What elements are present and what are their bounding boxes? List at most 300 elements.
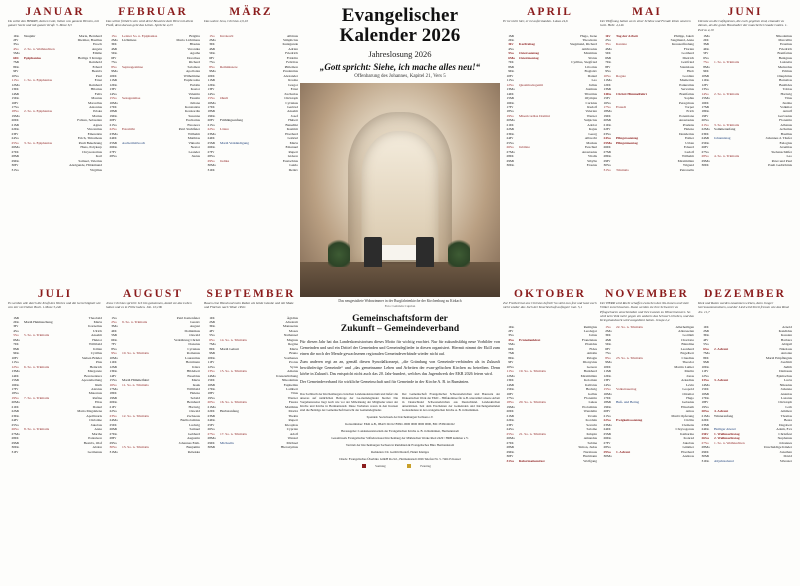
- day-number: 25: [506, 431, 510, 436]
- day-number: 30: [701, 454, 705, 459]
- day-note: Johannistag: [714, 136, 731, 141]
- day-weekday: Di: [211, 315, 215, 320]
- day-weekday: Sa: [15, 328, 19, 333]
- day-number: 29: [11, 158, 15, 163]
- day-weekday: Mi: [211, 445, 216, 450]
- day-saint-name: Wendelin: [583, 409, 597, 414]
- day-number: 28: [207, 154, 211, 159]
- day-weekday: Fr: [510, 360, 514, 365]
- day-note: 10. So. n. Trinitatis: [122, 351, 149, 356]
- month-days: [503, 34, 597, 168]
- day-weekday: Do: [15, 413, 20, 418]
- day-saint-name: Sabina: [587, 440, 597, 445]
- day-weekday: Fr: [15, 449, 19, 454]
- legend-swatch-gold-icon: [407, 464, 411, 468]
- day-number: 7: [111, 342, 113, 347]
- jahreslosung-text: „Gott spricht: Siehe, ich mache alles neu!“: [319, 61, 481, 72]
- day-saint-name: Burkhard: [583, 369, 597, 374]
- day-saint-name: Matthias: [187, 136, 200, 141]
- month-title: JULI: [37, 288, 73, 300]
- day-number: 6: [703, 55, 705, 60]
- day-weekday: Mo: [510, 404, 515, 409]
- day-weekday: Di: [607, 82, 611, 87]
- day-saint-name: Sulpicius: [583, 118, 597, 123]
- day-weekday: Mi: [510, 351, 515, 356]
- day-note: [616, 454, 662, 458]
- day-number: 28: [506, 445, 510, 450]
- day-weekday: Mi: [510, 382, 515, 387]
- day-number: 23: [603, 131, 607, 136]
- day-weekday: Fr: [510, 105, 514, 109]
- day-weekday: Di: [113, 328, 117, 333]
- day-saint-name: Leander: [188, 149, 200, 154]
- day-weekday: Fr: [211, 87, 215, 92]
- day-weekday: Sa: [705, 118, 709, 123]
- day-saint-name: Petri Stuhlfeier: [178, 127, 200, 132]
- day-saint-name: Wilhelm: [187, 131, 200, 136]
- day-saint-name: Cyprian: [286, 427, 298, 432]
- day-saint-name: Veronika: [187, 46, 200, 51]
- day-saint-name: Maria Lichtmess: [176, 37, 200, 42]
- day-note: Ewigkeitssonntag: [616, 418, 643, 423]
- day-weekday: Sa: [705, 87, 709, 92]
- day-saint-name: Hugo, Irene: [580, 33, 597, 38]
- day-saint-name: Hieronymus: [280, 445, 298, 450]
- day-weekday: Fr: [15, 131, 19, 136]
- day-saint-name: Peter und Paul: [771, 158, 792, 163]
- day-weekday: Di: [211, 42, 215, 47]
- day-saint-name: Dominikus: [184, 328, 200, 333]
- day-number: 7: [209, 342, 211, 347]
- day-weekday: Mo: [15, 431, 20, 436]
- day-weekday: Mo: [510, 436, 515, 441]
- day-saint-name: Maurus: [91, 96, 102, 101]
- day-saint-name: Paul: [95, 73, 102, 78]
- day-weekday: Mo: [510, 87, 515, 92]
- day-number: 10: [506, 364, 510, 369]
- day-saint-name: Eusebius: [187, 373, 200, 378]
- article-body: [300, 339, 500, 387]
- day-number: 19: [109, 113, 113, 118]
- day-weekday: Mo: [705, 64, 710, 69]
- day-weekday: Mi: [510, 158, 515, 163]
- day-weekday: Mi: [113, 109, 118, 114]
- day-weekday: Sa: [510, 78, 514, 83]
- day-number: 20: [207, 118, 211, 123]
- day-weekday: So: [510, 431, 514, 436]
- day-saint-name: Chrysostomus: [81, 149, 102, 154]
- day-weekday: Mi: [705, 42, 710, 47]
- day-weekday: Mi: [510, 413, 515, 418]
- day-number: 15: [603, 96, 607, 101]
- day-weekday: So: [211, 64, 215, 69]
- day-number: 18: [603, 400, 607, 405]
- day-weekday: Mo: [607, 46, 612, 51]
- month-title: MAI: [632, 6, 662, 18]
- day-weekday: Di: [211, 378, 215, 383]
- day-saint-name: Fausta: [288, 400, 298, 405]
- day-saint-name: Arnulf: [782, 109, 792, 114]
- day-weekday: So: [607, 167, 611, 172]
- day-number: 2: [13, 319, 15, 324]
- day-number: 30: [603, 163, 607, 168]
- day-saint-name: Eduard: [683, 145, 694, 150]
- day-weekday: Sa: [211, 427, 215, 432]
- day-saint-name: Konstantia: [184, 105, 200, 109]
- day-note: 9. So. n. Trinitatis: [122, 319, 148, 324]
- day-weekday: Sa: [113, 122, 117, 127]
- day-saint-name: Amandus: [583, 436, 597, 441]
- day-number: 8: [703, 355, 705, 360]
- day-number: 2: [111, 319, 113, 324]
- day-number: 6: [209, 337, 211, 342]
- month-verse: Das selbst fröhlich sein wird dein! Bewahre dein Herz mit allem Fleiß, denn daraus geht das Leben. Sprüche 4,23: [106, 19, 194, 28]
- day-note: Trinitatis: [616, 167, 629, 172]
- day-weekday: Mo: [211, 163, 216, 168]
- day-weekday: So: [705, 122, 709, 127]
- day-weekday: Mo: [211, 404, 216, 409]
- day-number: 29: [506, 158, 510, 163]
- day-number: 16: [603, 391, 607, 396]
- day-saint-name: Wigand: [683, 163, 694, 168]
- day-number: 25: [603, 431, 607, 436]
- day-saint-name: Daniel: [92, 404, 102, 409]
- day-saint-name: Sebald: [190, 395, 200, 400]
- day-number: 11: [207, 78, 211, 83]
- day-number: 30: [603, 454, 607, 459]
- day-number: 19: [603, 404, 607, 409]
- day-saint-name: Julius: [588, 82, 597, 87]
- day-saint-name: Franziskus: [581, 337, 597, 342]
- day-number: 9: [13, 351, 15, 356]
- day-weekday: Mo: [113, 449, 118, 454]
- month-verse: Der Hoffnung halten an in einer Schöne und Freude leben unseren Gott. Hebr. 4,14b: [600, 19, 691, 28]
- month-verse: Jesus Christus spricht: Ich bin gekommen, damit sie das Leben haben und es in Fülle haben. Joh. 10,10b: [106, 301, 192, 310]
- day-saint-name: Krispin: [586, 431, 597, 436]
- photo-caption-text: Das neugestaltete Wohnzimmer in der Burgfahrtenkirche der Kirchenburg zu Kirkach: [338, 298, 462, 303]
- day-saint-name: Eustachius: [282, 158, 298, 163]
- day-weekday: Sa: [510, 427, 514, 432]
- day-saint-name: Protus: [289, 360, 298, 365]
- day-number: 3: [111, 42, 113, 47]
- day-saint-name: Allerseelen: [678, 328, 694, 333]
- day-saint-name: Erhard: [92, 64, 102, 69]
- day-saint-name: Euphemia: [283, 382, 298, 387]
- day-saint-name: Dietmar, Basilius: [77, 37, 102, 42]
- day-saint-name: Jeremias: [779, 145, 792, 150]
- day-number: 6: [13, 337, 15, 342]
- day-weekday: Sa: [15, 73, 19, 78]
- day-number: 28: [109, 436, 113, 441]
- month-days: [698, 34, 792, 168]
- day-saint-name: Martin: [684, 369, 694, 374]
- day-number: 27: [207, 149, 211, 154]
- day-number: 12: [506, 373, 510, 378]
- day-saint-name: Joachim: [780, 360, 792, 365]
- day-saint-name: Alexander: [283, 73, 298, 78]
- day-saint-name: Blandina: [681, 342, 694, 347]
- day-number: 30: [701, 163, 705, 168]
- day-saint-name: Gebhard: [187, 431, 200, 436]
- day-saint-name: Dagobert: [778, 422, 792, 427]
- month-days: [8, 34, 102, 173]
- day-number: 27: [207, 431, 211, 436]
- day-saint-name: Allerheiligen: [675, 324, 694, 329]
- day-saint-name: Gustav: [190, 319, 200, 324]
- day-note: 22. So. n. Trinitatis: [616, 324, 643, 329]
- day-weekday: Di: [607, 364, 611, 369]
- day-weekday: Sa: [705, 342, 709, 347]
- day-weekday: Do: [510, 37, 515, 42]
- calendar-day-row: [600, 454, 694, 458]
- day-number: 10: [701, 73, 705, 78]
- day-number: 31: [109, 449, 113, 454]
- day-number: 4: [13, 328, 15, 333]
- day-saint-name: Engelbert: [680, 351, 694, 356]
- day-weekday: Di: [705, 100, 709, 105]
- day-saint-name: Oswald: [189, 333, 200, 338]
- day-saint-name: Pelagia: [586, 355, 597, 360]
- day-number: 26: [603, 145, 607, 150]
- day-weekday: Sa: [113, 378, 117, 383]
- day-saint-name: Chrysogonus: [675, 427, 694, 432]
- day-saint-name: Anna: [94, 427, 102, 432]
- day-weekday: Mo: [113, 324, 118, 329]
- day-saint-name: Justus: [191, 154, 200, 159]
- day-saint-name: Hugo: [686, 396, 694, 400]
- day-number: 15: [603, 387, 607, 392]
- day-number: 19: [207, 113, 211, 118]
- day-number: 15: [109, 96, 113, 101]
- day-weekday: Mi: [705, 105, 710, 109]
- day-weekday: So: [15, 78, 19, 83]
- day-number: 17: [207, 387, 211, 391]
- month-oktober: [503, 288, 597, 463]
- day-number: 24: [109, 136, 113, 141]
- day-number: 21: [11, 404, 15, 409]
- day-number: 17: [506, 396, 510, 400]
- day-weekday: Do: [607, 404, 612, 409]
- day-note: 2. So. n. Epiphanias: [24, 109, 52, 114]
- day-weekday: Mi: [113, 140, 118, 145]
- day-weekday: So: [705, 60, 709, 65]
- day-saint-name: Dorothea: [186, 55, 200, 60]
- day-weekday: Sa: [705, 373, 709, 378]
- plant-leaves: [328, 236, 350, 267]
- day-saint-name: Cäcilia: [684, 418, 694, 423]
- day-weekday: Do: [510, 355, 515, 360]
- day-number: 29: [11, 440, 15, 445]
- day-saint-name: Judith: [783, 364, 792, 369]
- day-saint-name: Emerentia: [87, 131, 102, 136]
- photo-credit: Foto: Gabriela Cuprian: [384, 303, 416, 308]
- day-saint-name: Agnes: [93, 122, 102, 127]
- day-number: 8: [209, 346, 211, 351]
- day-number: 31: [603, 167, 607, 172]
- day-saint-name: Faustin: [189, 96, 200, 101]
- day-saint-name: Kornelius: [88, 324, 102, 329]
- day-weekday: Fr: [113, 436, 117, 441]
- day-weekday: Fr: [705, 337, 709, 342]
- month-days: [503, 325, 597, 464]
- day-number: 10: [701, 364, 705, 369]
- day-number: 19: [207, 395, 211, 400]
- day-number: 12: [603, 82, 607, 87]
- day-saint-name: Gabriel: [287, 136, 298, 141]
- day-note: Sommeranfang: [714, 127, 736, 132]
- day-number: 22: [11, 127, 15, 132]
- calendar-day-row: [106, 154, 200, 158]
- day-number: 9: [508, 360, 510, 365]
- day-note: Letzter So. n. Epiphanias: [122, 33, 158, 38]
- day-number: 16: [11, 100, 15, 105]
- day-saint-name: Nikolaus: [779, 346, 792, 351]
- day-saint-name: Bonaventura: [84, 373, 102, 378]
- day-saint-name: Kreuzerfindung: [671, 42, 694, 47]
- day-number: 25: [506, 140, 510, 145]
- day-saint-name: Mariä Opferung: [671, 413, 694, 418]
- day-note: Christi Himmelfahrt: [616, 91, 648, 96]
- day-saint-name: Klara: [192, 364, 200, 369]
- day-weekday: Fr: [510, 136, 514, 141]
- day-weekday: Fr: [113, 149, 117, 154]
- day-weekday: Fr: [15, 163, 19, 168]
- day-number: 13: [701, 87, 705, 92]
- day-number: 22: [603, 418, 607, 423]
- jahreslosung-reference: Offenbarung des Johannes, Kapitel 21, Vers 5: [354, 73, 446, 79]
- day-number: 2: [605, 37, 607, 42]
- day-weekday: Mi: [705, 328, 710, 333]
- day-saint-name: Magnus: [286, 337, 298, 342]
- day-saint-name: Leodegar: [583, 328, 597, 333]
- day-saint-name: Lukas: [588, 400, 597, 405]
- day-saint-name: Mansuetus: [282, 324, 298, 329]
- day-saint-name: Kunigunde: [282, 42, 298, 47]
- day-saint-name: Gottlieb: [682, 333, 694, 338]
- day-saint-name: Willibald: [186, 387, 200, 391]
- month-days: [600, 325, 694, 459]
- day-number: 6: [111, 337, 113, 342]
- day-number: 30: [11, 163, 15, 168]
- day-saint-name: Susanna: [188, 113, 200, 118]
- day-weekday: Do: [607, 373, 612, 378]
- month-days: [106, 316, 200, 455]
- day-weekday: Fr: [607, 346, 611, 351]
- day-saint-name: Marcellin: [778, 37, 792, 42]
- day-saint-name: Wolfgang: [583, 458, 597, 463]
- month-maerz: [204, 6, 298, 172]
- day-number: 10: [11, 355, 15, 360]
- day-saint-name: Markus: [586, 140, 597, 145]
- day-number: 23: [11, 413, 15, 418]
- day-saint-name: Ananias: [780, 391, 792, 396]
- day-number: 16: [506, 100, 510, 105]
- day-number: 8: [13, 64, 15, 69]
- day-number: 25: [701, 431, 705, 436]
- day-weekday: Mi: [211, 140, 216, 145]
- day-number: 20: [109, 118, 113, 123]
- day-weekday: So: [15, 333, 19, 338]
- day-saint-name: Nikodemus: [775, 33, 792, 38]
- day-number: 10: [109, 73, 113, 78]
- day-number: 9: [508, 69, 510, 74]
- day-saint-name: Samuel: [189, 427, 200, 432]
- day-saint-name: Dietrich: [682, 55, 694, 60]
- day-number: 17: [109, 105, 113, 109]
- day-weekday: Mi: [510, 33, 515, 38]
- day-number: 12: [11, 364, 15, 369]
- day-saint-name: Günther: [682, 445, 694, 450]
- day-weekday: Fr: [705, 400, 709, 405]
- day-saint-name: Jonathan: [779, 449, 792, 454]
- day-weekday: Fr: [705, 113, 709, 118]
- day-number: 6: [605, 346, 607, 351]
- day-saint-name: Wilhelmine: [183, 73, 200, 78]
- day-number: 11: [701, 369, 705, 374]
- day-saint-name: Damasus: [779, 369, 792, 374]
- day-note: 7. So. n. Trinitatis: [24, 395, 50, 400]
- day-saint-name: Remigius: [583, 324, 597, 329]
- day-weekday: Do: [607, 91, 612, 96]
- day-saint-name: Adrian: [288, 46, 298, 51]
- day-saint-name: Hektor: [92, 337, 102, 342]
- day-number: 5: [111, 51, 113, 56]
- day-saint-name: Basilides: [779, 82, 792, 87]
- day-note: 20. So. n. Trinitatis: [519, 400, 546, 405]
- plant-pot: [332, 263, 346, 279]
- day-saint-name: Erasmus: [779, 42, 792, 47]
- day-weekday: Di: [113, 422, 117, 427]
- day-saint-name: Ursula: [587, 413, 597, 418]
- day-weekday: Di: [15, 118, 19, 123]
- day-weekday: Mo: [705, 382, 710, 387]
- day-note: 1. Weihnachtstag: [714, 431, 740, 436]
- day-note: Mariä Heimsuchung: [24, 319, 53, 324]
- day-weekday: Sa: [705, 436, 709, 441]
- day-note: Okuli: [220, 96, 228, 101]
- day-weekday: Do: [510, 387, 515, 392]
- day-weekday: Di: [113, 360, 117, 365]
- day-note: 2. So. n. Trinitatis: [714, 91, 740, 96]
- day-saint-name: Peregrinus: [679, 100, 694, 105]
- day-weekday: Mo: [211, 436, 216, 441]
- day-number: 4: [209, 328, 211, 333]
- day-note: Neujahr: [24, 33, 36, 38]
- day-number: 9: [13, 69, 15, 74]
- day-number: 12: [603, 373, 607, 378]
- month-title: NOVEMBER: [605, 288, 689, 300]
- day-weekday: Do: [705, 78, 710, 83]
- day-saint-name: Levin: [685, 382, 694, 387]
- day-number: 1: [508, 33, 510, 38]
- day-number: 12: [109, 82, 113, 87]
- day-number: 21: [109, 122, 113, 127]
- day-weekday: Do: [510, 449, 515, 454]
- day-note: 1. So. n. Trinitatis: [714, 60, 740, 65]
- day-weekday: So: [15, 140, 19, 145]
- day-note: Lichtmess: [122, 37, 137, 42]
- day-weekday: Di: [705, 418, 709, 423]
- day-note: Michaelis: [220, 440, 234, 445]
- day-saint-name: Euphrosina: [184, 78, 200, 83]
- day-number: 5: [508, 342, 510, 347]
- day-saint-name: Sibylle: [587, 158, 597, 163]
- day-number: 21: [207, 122, 211, 127]
- day-number: 15: [701, 96, 705, 101]
- day-note: Reminiszere: [220, 64, 238, 69]
- day-weekday: Do: [705, 333, 710, 338]
- month-juni: [698, 6, 792, 168]
